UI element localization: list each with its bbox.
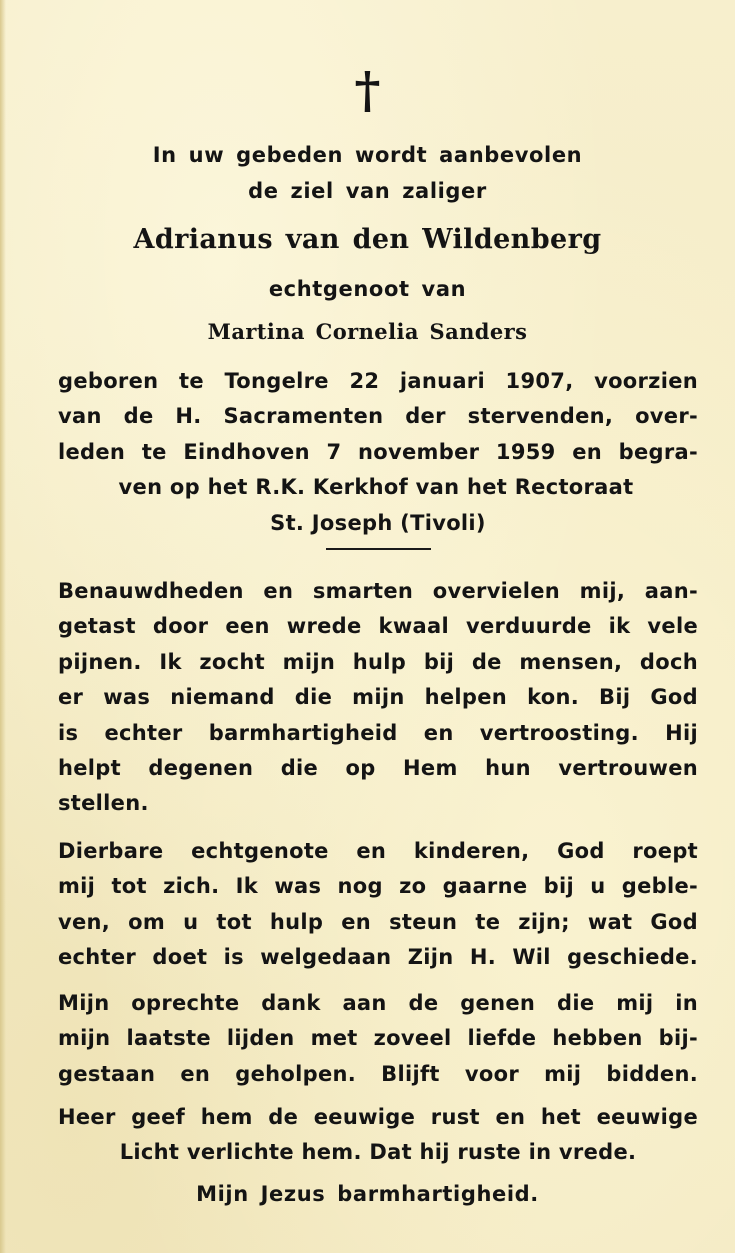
paragraph-line: getast door een wrede kwaal verduurde ik vele xyxy=(58,614,698,639)
prayer-block xyxy=(58,1100,698,1171)
paragraph-line: ven, om u tot hulp en steun te zijn; wat God xyxy=(58,909,698,934)
paragraph-line: er was niemand die mijn helpen kon. Bij God xyxy=(58,685,698,710)
paragraph-line: pijnen. Ik zocht mijn hulp bij de mensen, doch xyxy=(58,649,698,674)
paragraph-line: mij tot zich. Ik was nog zo gaarne bij u geble- xyxy=(58,874,698,899)
biography-block xyxy=(58,364,698,541)
paragraph-line: gestaan en geholpen. Blijft voor mij bidden. xyxy=(58,1061,698,1086)
paragraph-line: Dierbare echtgenote en kinderen, God roept xyxy=(58,839,698,863)
paragraph-line: mijn laatste lijden met zoveel liefde hebben bij- xyxy=(58,1026,698,1051)
deceased-name: Adrianus van den Wildenberg xyxy=(133,224,602,255)
spouse-name: Martina Cornelia Sanders xyxy=(207,319,528,344)
paragraph-suffering xyxy=(58,574,698,822)
biography-line: geboren te Tongelre 22 januari 1907, voorzien xyxy=(58,369,698,393)
paragraph-thanks xyxy=(58,986,698,1092)
divider-rule xyxy=(326,548,431,550)
paragraph-line: echter doet is welgedaan Zijn H. Wil geschiede. xyxy=(58,945,698,970)
intro-line-2: de ziel van zaliger xyxy=(248,179,487,203)
biography-line: leden te Eindhoven 7 november 1959 en begra- xyxy=(58,439,698,464)
prayer-line: Heer geef hem de eeuwige rust en het eeuwige xyxy=(58,1105,698,1129)
prayer-line: Licht verlichte hem. Dat hij ruste in vrede. xyxy=(119,1140,637,1165)
paragraph-line: is echter barmhartigheid en vertroosting. Hij xyxy=(58,720,698,745)
relation-label: echtgenoot van xyxy=(268,277,467,301)
intro-line-1: In uw gebeden wordt aanbevolen xyxy=(152,143,583,167)
biography-line: St. Joseph (Tivoli) xyxy=(270,510,486,535)
biography-line: ven op het R.K. Kerkhof van het Rectoraat xyxy=(118,475,634,500)
paragraph-line: helpt degenen die op Hem hun vertrouwen xyxy=(58,756,698,781)
closing-line: Mijn Jezus barmhartigheid. xyxy=(196,1182,539,1206)
paragraph-line: Benauwdheden en smarten overvielen mij, aan- xyxy=(58,579,698,603)
biography-line: van de H. Sacramenten der stervenden, over- xyxy=(58,404,698,429)
paragraph-line: Mijn oprechte dank aan de genen die mij in xyxy=(58,991,698,1015)
cross-icon: † xyxy=(354,60,381,119)
paragraph-line: stellen. xyxy=(58,791,149,816)
paragraph-family xyxy=(58,834,698,976)
